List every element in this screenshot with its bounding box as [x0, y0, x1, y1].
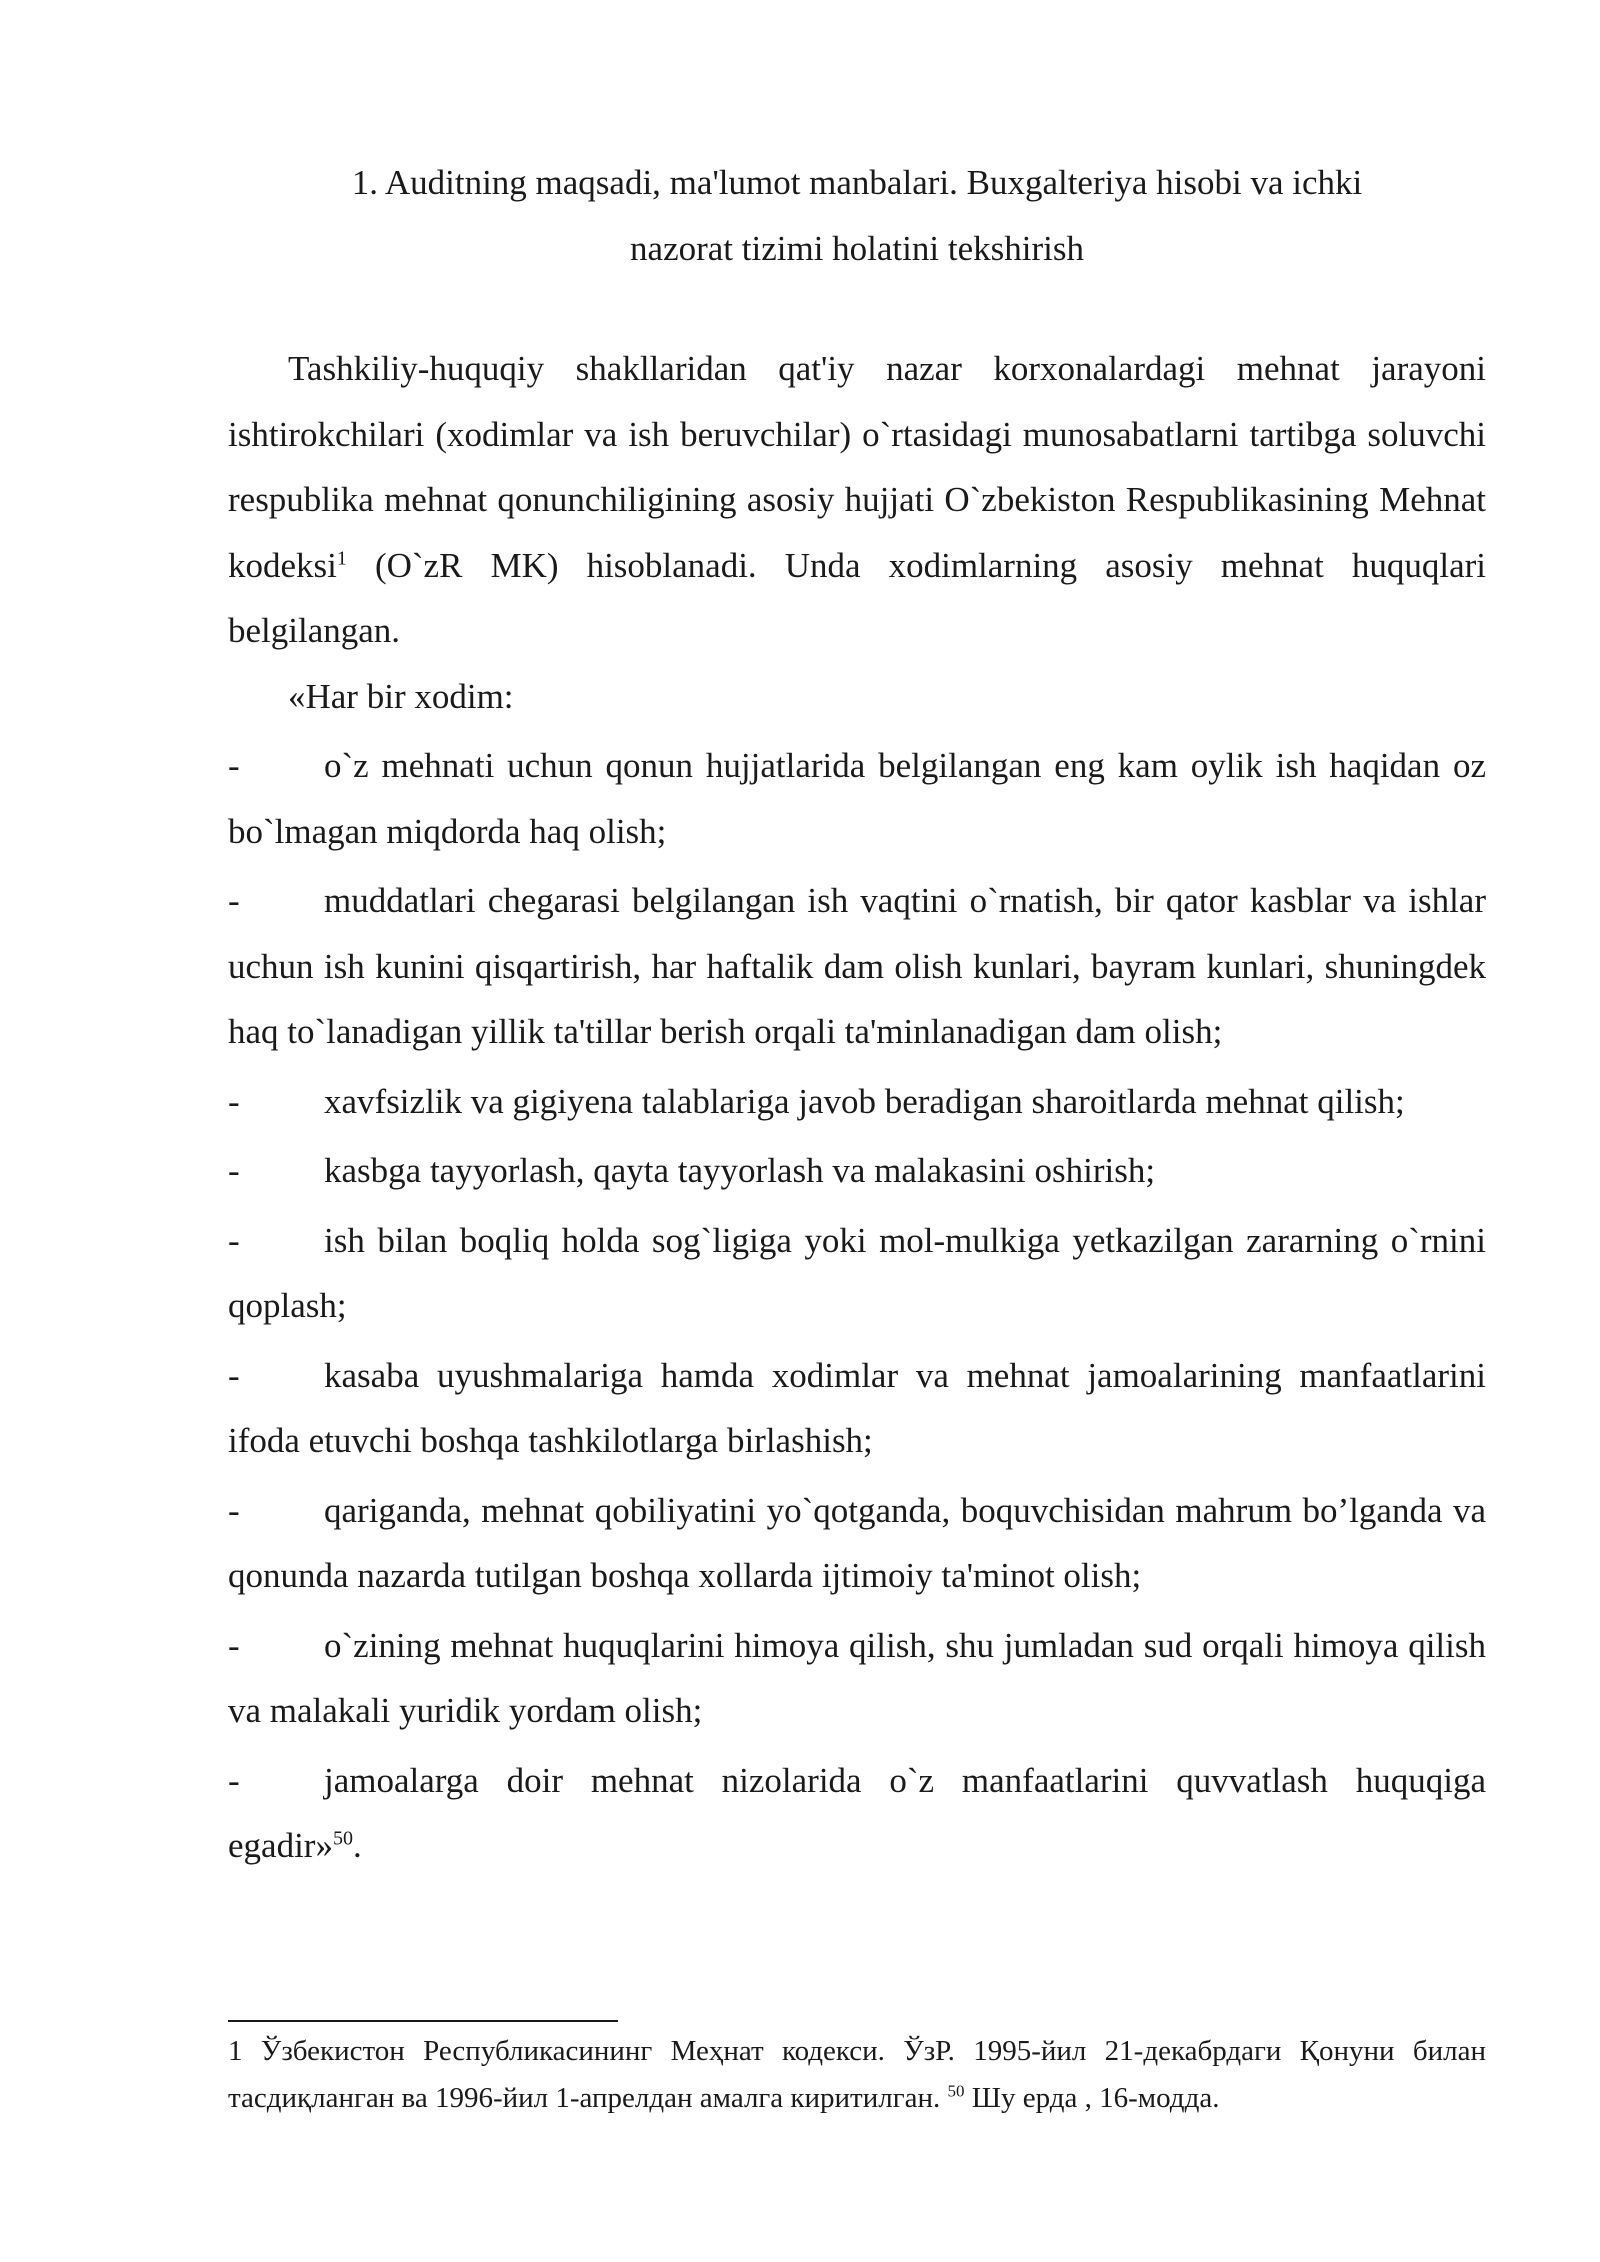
heading-line-1: 1. Auditning maqsadi, ma'lumot manbalari. Buxgalteriya hisobi va ichki [351, 163, 1363, 202]
list-item [228, 1138, 1486, 1204]
rights-list [228, 733, 1486, 1879]
list-dash: - [228, 1760, 240, 1800]
list-lead: «Har bir xodim: [288, 676, 514, 716]
footnote-separator [228, 2020, 618, 2022]
list-item-text: jamoalarga doir mehnat nizolarida o`z manfaatlarini quvvatlash huquqiga egadir» [228, 1760, 1486, 1865]
list-dash: - [228, 746, 240, 785]
list-item-text: muddatlari chegarasi belgilangan ish vaqtini o`rnatish, bir qator kasblar va ishlar uchun ish kunini qisqartirish, har haftalik dam olish kunlari, bayram kunlari, shuningdek haq to`lanadigan yillik ta'tillar berish orqali ta'minlanadigan dam olish; [228, 881, 1486, 1051]
list-item-text: xavfsizlik va gigiyena talablariga javob beradigan sharoitlarda mehnat qilish; [324, 1081, 1405, 1121]
list-item [228, 1748, 1486, 1879]
list-item [228, 1208, 1486, 1339]
list-item-text: qariganda, mehnat qobiliyatini yo`qotganda, boquvchisidan mahrum bo’lganda va qonunda nazarda tutilgan boshqa xollarda ijtimoiy ta'minot olish; [228, 1490, 1486, 1595]
list-item [228, 868, 1486, 1065]
section-heading [228, 150, 1486, 282]
footnote-ref-50: 50 [947, 2081, 965, 2101]
list-item-text: ish bilan boqliq holda sog`ligiga yoki mol-mulkiga yetkazilgan zararning o`rnini qoplash; [228, 1220, 1486, 1325]
document-body [228, 336, 1486, 1879]
list-dash: - [228, 1625, 240, 1665]
footnote [228, 2028, 1486, 2122]
list-item-text: o`zining mehnat huquqlarini himoya qilish, shu jumladan sud orqali himoya qilish va malakali yuridik yordam olish; [228, 1625, 1486, 1730]
list-item [228, 1343, 1486, 1474]
intro-text: Tashkiliy-huquqiy shakllaridan qat'iy nazar korxonalardagi mehnat jarayoni ishtirokchilari (xodimlar va ish beruvchilar) o`rtasidagi munosabatlarni tartibga soluvchi respublika mehnat qonunchiligining asosiy hujjati O`zbekiston Respublikasining Mehnat kodeksi [228, 349, 1486, 585]
footnote-text-continued: Шу ерда , 16-модда. [964, 2082, 1220, 2114]
list-dash: - [228, 1081, 240, 1121]
list-item-text: kasbga tayyorlash, qayta tayyorlash va malakasini oshirish; [324, 1151, 1156, 1190]
footnote-text: 1 Ўзбекистон Республикасининг Меҳнат кодекси. ЎзР. 1995-йил 21-декабрдаги Қонуни билан тасдиқланган ва 1996-йил 1-апрелдан амалга киритилган. [228, 2035, 1486, 2114]
list-item [228, 1478, 1486, 1609]
intro-text-continued: (O`zR MK) hisoblanadi. Unda xodimlarning asosiy mehnat huquqlari belgilangan. [228, 545, 1486, 650]
heading-line-2: nazorat tizimi holatini tekshirish [630, 229, 1084, 268]
list-end-punct: . [352, 1826, 362, 1865]
list-dash: - [228, 881, 240, 920]
list-dash: - [228, 1151, 240, 1190]
list-item [228, 1069, 1486, 1135]
list-item [228, 1613, 1486, 1744]
footnote-ref-50: 50 [332, 1827, 353, 1850]
list-item-text: kasaba uyushmalariga hamda xodimlar va mehnat jamoalarining manfaatlarini ifoda etuvchi boshqa tashkilotlarga birlashish; [228, 1355, 1486, 1460]
list-item [228, 733, 1486, 864]
list-dash: - [228, 1220, 240, 1260]
intro-paragraph [228, 336, 1486, 664]
list-dash: - [228, 1490, 240, 1530]
list-dash: - [228, 1355, 240, 1395]
list-item-text: o`z mehnati uchun qonun hujjatlarida belgilangan eng kam oylik ish haqidan oz bo`lmagan miqdorda haq olish; [228, 746, 1486, 851]
footnote-ref: 1 [336, 546, 347, 569]
